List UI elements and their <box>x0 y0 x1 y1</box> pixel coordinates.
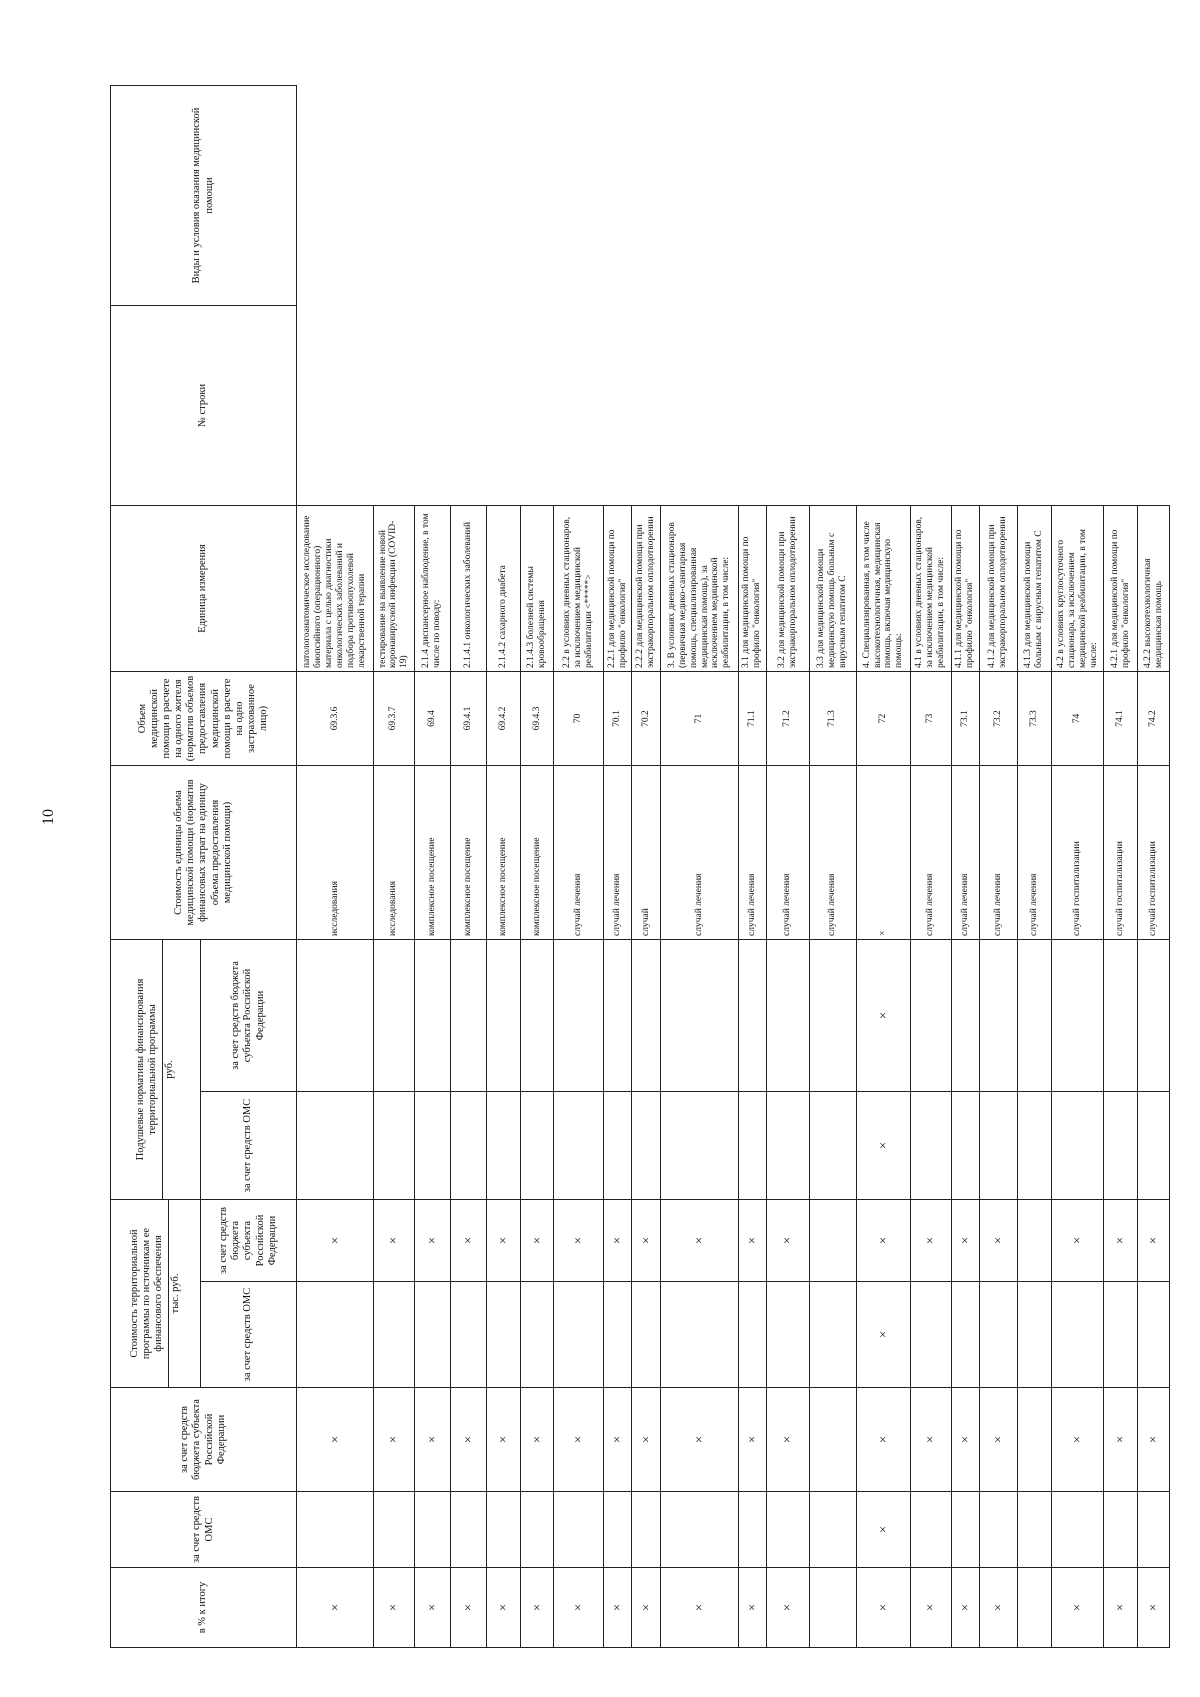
cell-percent: × <box>1138 1568 1170 1648</box>
cell-row-number: 69.3.6 <box>297 672 374 766</box>
cell-unit: × <box>856 766 910 940</box>
cell-capita-oms <box>374 1282 414 1388</box>
cell-cost-unit <box>632 1092 661 1200</box>
cell-capita-oms <box>486 1282 520 1388</box>
cell-percent: × <box>554 1568 604 1648</box>
cell-capita-oms <box>1138 1282 1170 1388</box>
cell-kind: 2.1.4.2 сахарного диабета <box>486 506 520 672</box>
cell-capita-oms <box>604 1282 632 1388</box>
per-capita-unit: руб. <box>162 940 176 1199</box>
per-capita-group-title: Подушевые нормативы финансирования территориальной программы <box>134 978 158 1161</box>
cell-capita-budget: × <box>632 1200 661 1282</box>
cell-program-budget: × <box>520 1388 554 1492</box>
table-row <box>951 86 979 1648</box>
cell-unit: комплексное посещение <box>450 766 486 940</box>
cell-cost-unit <box>1138 1092 1170 1200</box>
cell-kind: 4.2 в условиях круглосуточного стационара, за исключением медицинской реабилитации, в том числе: <box>1051 506 1104 672</box>
cell-capita-oms <box>1017 1282 1051 1388</box>
header-row-number: № строки <box>111 306 297 506</box>
cell-program-oms: × <box>856 1492 910 1568</box>
cell-capita-budget: × <box>520 1200 554 1282</box>
cell-volume <box>809 940 856 1092</box>
cell-percent: × <box>766 1568 809 1648</box>
cell-cost-unit <box>951 1092 979 1200</box>
cell-volume <box>520 940 554 1092</box>
cell-program-oms <box>951 1492 979 1568</box>
cell-volume <box>450 940 486 1092</box>
cell-program-budget: × <box>604 1388 632 1492</box>
table-row <box>661 86 738 1648</box>
cell-percent: × <box>951 1568 979 1648</box>
cell-capita-oms <box>520 1282 554 1388</box>
cell-capita-budget: × <box>414 1200 450 1282</box>
header-kind: Виды и условия оказания медицинской помощи <box>111 86 297 306</box>
table-row <box>856 86 910 1648</box>
cell-capita-budget: × <box>979 1200 1017 1282</box>
cell-cost-unit <box>738 1092 766 1200</box>
header-cost-budget: за счет средств бюджета субъекта Российской Федерации <box>111 1388 297 1492</box>
cell-unit: случай лечения <box>809 766 856 940</box>
cell-kind: 4.2.1 для медицинской помощи по профилю "онкология" <box>1104 506 1138 672</box>
cell-percent: × <box>738 1568 766 1648</box>
cell-percent: × <box>1051 1568 1104 1648</box>
cell-program-oms <box>604 1492 632 1568</box>
cell-volume <box>951 940 979 1092</box>
cell-capita-oms <box>554 1282 604 1388</box>
cell-cost-unit: × <box>856 1092 910 1200</box>
cell-capita-budget: × <box>604 1200 632 1282</box>
cell-program-budget: × <box>1138 1388 1170 1492</box>
cell-capita-budget: × <box>738 1200 766 1282</box>
cell-volume <box>766 940 809 1092</box>
header-program-budget: за счет средств бюджета субъекта Российской Федерации <box>201 1200 297 1282</box>
cell-kind: 2.1.4 диспансерное наблюдение, в том числе по поводу: <box>414 506 450 672</box>
cell-percent: × <box>414 1568 450 1648</box>
cell-kind: 3.2 для медицинской помощи при экстракорпоральном оплодотворении <box>766 506 809 672</box>
cell-capita-oms <box>414 1282 450 1388</box>
cell-capita-budget <box>809 1200 856 1282</box>
table-row <box>520 86 554 1648</box>
cell-row-number: 69.4.1 <box>450 672 486 766</box>
cell-volume <box>1104 940 1138 1092</box>
cell-capita-budget: × <box>766 1200 809 1282</box>
cell-program-oms <box>1051 1492 1104 1568</box>
cell-capita-oms <box>1051 1282 1104 1388</box>
cell-kind: 4.1 в условиях дневных стационаров, за исключением медицинской реабилитации, в том числе: <box>910 506 951 672</box>
cell-row-number: 72 <box>856 672 910 766</box>
cell-program-oms <box>632 1492 661 1568</box>
cell-unit: случай лечения <box>979 766 1017 940</box>
table-row <box>1138 86 1170 1648</box>
cell-capita-budget: × <box>661 1200 738 1282</box>
cell-row-number: 69.4.2 <box>486 672 520 766</box>
cell-volume <box>661 940 738 1092</box>
cell-volume <box>374 940 414 1092</box>
cell-capita-oms <box>661 1282 738 1388</box>
cell-program-budget: × <box>766 1388 809 1492</box>
cell-unit: случай лечения <box>554 766 604 940</box>
cell-cost-unit <box>910 1092 951 1200</box>
cell-cost-unit <box>1017 1092 1051 1200</box>
cell-capita-budget: × <box>554 1200 604 1282</box>
cell-program-budget: × <box>374 1388 414 1492</box>
cell-row-number: 70.1 <box>604 672 632 766</box>
cell-unit: случай лечения <box>604 766 632 940</box>
cell-volume <box>554 940 604 1092</box>
cell-capita-oms <box>766 1282 809 1388</box>
table-row <box>1017 86 1051 1648</box>
cell-unit: случай лечения <box>661 766 738 940</box>
cell-unit: комплексное посещение <box>520 766 554 940</box>
cell-unit: комплексное посещение <box>486 766 520 940</box>
cell-capita-oms <box>951 1282 979 1388</box>
cell-capita-oms <box>910 1282 951 1388</box>
table-row <box>1104 86 1138 1648</box>
cell-row-number: 69.4.3 <box>520 672 554 766</box>
cell-percent <box>809 1568 856 1648</box>
cell-percent: × <box>604 1568 632 1648</box>
cell-percent: × <box>910 1568 951 1648</box>
cell-program-oms <box>766 1492 809 1568</box>
cell-volume <box>738 940 766 1092</box>
cell-kind: 4.2.2 высокотехнологичная медицинская помощь <box>1138 506 1170 672</box>
cell-volume <box>1051 940 1104 1092</box>
cell-program-budget: × <box>856 1388 910 1492</box>
cell-capita-budget: × <box>1104 1200 1138 1282</box>
cell-capita-oms: × <box>856 1282 910 1388</box>
program-cost-group-title: Стоимость территориальной программы по источникам ее финансового обеспечения <box>128 1227 164 1360</box>
cell-kind: 3. В условиях дневных стационаров (первичная медико-санитарная помощь, специализированная медицинская помощь), за исключением медицинской реабилитации, в том числе: <box>661 506 738 672</box>
cell-cost-unit <box>1051 1092 1104 1200</box>
table-row <box>486 86 520 1648</box>
cell-cost-unit <box>661 1092 738 1200</box>
table-row <box>910 86 951 1648</box>
cell-kind: тестирование на выявление новой коронавирусной инфекции (COVID-19) <box>374 506 414 672</box>
header-percent: в % к итогу <box>111 1568 297 1648</box>
cell-volume <box>979 940 1017 1092</box>
table-body <box>297 86 1170 1648</box>
cell-capita-budget: × <box>910 1200 951 1282</box>
table-row <box>450 86 486 1648</box>
cell-program-oms <box>374 1492 414 1568</box>
cell-program-oms <box>661 1492 738 1568</box>
cell-unit: исследования <box>297 766 374 940</box>
cell-kind: 2.2.2 для медицинской помощи при экстракорпоральном оплодотворении <box>632 506 661 672</box>
cell-cost-unit <box>450 1092 486 1200</box>
cell-program-budget: × <box>661 1388 738 1492</box>
cell-unit: исследования <box>374 766 414 940</box>
header-volume: Объем медицинской помощи в расчете на одного жителя (норматив объемов предоставления медицинской помощи в расчете на одно застрахованное лицо) <box>111 672 297 766</box>
cell-capita-oms <box>297 1282 374 1388</box>
cell-cost-unit <box>809 1092 856 1200</box>
cell-capita-budget <box>1017 1200 1051 1282</box>
header-per-capita-group <box>111 940 201 1200</box>
table-area <box>110 86 1170 1648</box>
cell-row-number: 69.4 <box>414 672 450 766</box>
cell-capita-oms <box>450 1282 486 1388</box>
cell-percent: × <box>632 1568 661 1648</box>
table-row <box>604 86 632 1648</box>
cell-percent: × <box>1104 1568 1138 1648</box>
cell-capita-budget: × <box>374 1200 414 1282</box>
cell-unit: случай госпитализации <box>1051 766 1104 940</box>
cell-capita-budget: × <box>1138 1200 1170 1282</box>
cell-program-oms <box>414 1492 450 1568</box>
cell-row-number: 74 <box>1051 672 1104 766</box>
cell-row-number: 74.1 <box>1104 672 1138 766</box>
cell-volume <box>486 940 520 1092</box>
cell-program-budget: × <box>632 1388 661 1492</box>
cell-cost-unit <box>604 1092 632 1200</box>
table-row <box>1051 86 1104 1648</box>
cell-row-number: 71.2 <box>766 672 809 766</box>
table-row <box>766 86 809 1648</box>
cell-capita-oms <box>738 1282 766 1388</box>
cell-capita-budget: × <box>1051 1200 1104 1282</box>
cell-volume: × <box>856 940 910 1092</box>
header-cost-oms: за счет средств ОМС <box>111 1492 297 1568</box>
cell-cost-unit <box>979 1092 1017 1200</box>
cell-capita-budget: × <box>486 1200 520 1282</box>
table-row <box>809 86 856 1648</box>
cell-unit: случай лечения <box>1017 766 1051 940</box>
cell-percent: × <box>450 1568 486 1648</box>
cell-program-oms <box>297 1492 374 1568</box>
cell-volume <box>1017 940 1051 1092</box>
cell-row-number: 71.3 <box>809 672 856 766</box>
cell-unit: случай лечения <box>766 766 809 940</box>
cell-unit: случай госпитализации <box>1138 766 1170 940</box>
cell-program-oms <box>520 1492 554 1568</box>
cell-cost-unit <box>1104 1092 1138 1200</box>
cell-cost-unit <box>374 1092 414 1200</box>
cell-program-oms <box>809 1492 856 1568</box>
cell-capita-oms <box>809 1282 856 1388</box>
table-row <box>374 86 414 1648</box>
cell-kind: 3.1 для медицинской помощи по профилю "онкология" <box>738 506 766 672</box>
cell-volume <box>632 940 661 1092</box>
cell-row-number: 69.3.7 <box>374 672 414 766</box>
cell-percent: × <box>661 1568 738 1648</box>
cell-volume <box>297 940 374 1092</box>
cell-program-budget: × <box>1104 1388 1138 1492</box>
cell-row-number: 70 <box>554 672 604 766</box>
cell-kind: 4.1.3 для медицинской помощи больным с вирусным гепатитом С <box>1017 506 1051 672</box>
header-program-oms: за счет средств ОМС <box>201 1282 297 1388</box>
table-row <box>297 86 374 1648</box>
cell-cost-unit <box>520 1092 554 1200</box>
header-cost-unit: Стоимость единицы объема медицинской помощи (норматив финансовых затрат на единицу объема предоставления медицинской помощи) <box>111 766 297 940</box>
cell-unit: случай лечения <box>951 766 979 940</box>
table-row <box>979 86 1017 1648</box>
cell-program-oms <box>554 1492 604 1568</box>
cell-volume <box>1138 940 1170 1092</box>
cell-program-budget: × <box>738 1388 766 1492</box>
cell-program-budget: × <box>554 1388 604 1492</box>
cell-program-budget: × <box>1051 1388 1104 1492</box>
cell-unit: комплексное посещение <box>414 766 450 940</box>
header-capita-oms: за счет средств ОМС <box>201 1092 297 1200</box>
cell-program-oms <box>979 1492 1017 1568</box>
table-row <box>414 86 450 1648</box>
cell-program-budget: × <box>951 1388 979 1492</box>
cell-program-budget <box>809 1388 856 1492</box>
cell-unit: случай <box>632 766 661 940</box>
cell-volume <box>604 940 632 1092</box>
table-row <box>554 86 604 1648</box>
cell-unit: случай лечения <box>910 766 951 940</box>
cell-program-oms <box>1017 1492 1051 1568</box>
cell-kind: 4.1.1 для медицинской помощи по профилю "онкология" <box>951 506 979 672</box>
cell-row-number: 73.1 <box>951 672 979 766</box>
cell-program-budget <box>1017 1388 1051 1492</box>
cell-row-number: 71 <box>661 672 738 766</box>
cell-program-budget: × <box>910 1388 951 1492</box>
cell-percent <box>1017 1568 1051 1648</box>
cell-kind: 4.1.2 для медицинской помощи при экстракорпоральном оплодотворении <box>979 506 1017 672</box>
cell-capita-oms <box>632 1282 661 1388</box>
cell-kind: 2.1.4.1 онкологических заболеваний <box>450 506 486 672</box>
cell-row-number: 73 <box>910 672 951 766</box>
cell-program-oms <box>910 1492 951 1568</box>
cell-kind: 3.3 для медицинской помощи медицинскую помощь больным с вирусным гепатитом С <box>809 506 856 672</box>
cell-program-oms <box>1138 1492 1170 1568</box>
cell-row-number: 73.2 <box>979 672 1017 766</box>
cell-kind: 2.2 в условиях дневных стационаров, за исключением медицинской реабилитации <*****> <box>554 506 604 672</box>
cell-kind: патологоанатомическое исследование биопсийного (операционного) материала с целью диагностики онкологических заболеваний и подбора противоопухолевой лекарственной терапии <box>297 506 374 672</box>
cell-capita-budget: × <box>856 1200 910 1282</box>
header-unit: Единица измерения <box>111 506 297 672</box>
cell-unit: случай госпитализации <box>1104 766 1138 940</box>
cell-row-number: 73.3 <box>1017 672 1051 766</box>
cell-percent: × <box>979 1568 1017 1648</box>
cell-kind: 4. Специализированная, в том числе высокотехнологичная, медицинская помощь, включая медицинскую помощь: <box>856 506 910 672</box>
page-number: 10 <box>40 809 57 825</box>
cell-program-budget: × <box>414 1388 450 1492</box>
cell-cost-unit <box>297 1092 374 1200</box>
cell-program-oms <box>450 1492 486 1568</box>
cell-cost-unit <box>766 1092 809 1200</box>
cell-capita-oms <box>979 1282 1017 1388</box>
cell-capita-budget: × <box>297 1200 374 1282</box>
cell-percent: × <box>374 1568 414 1648</box>
cell-percent: × <box>520 1568 554 1648</box>
cell-program-oms <box>738 1492 766 1568</box>
cell-program-budget: × <box>979 1388 1017 1492</box>
cell-program-oms <box>486 1492 520 1568</box>
cell-unit: случай лечения <box>738 766 766 940</box>
cell-capita-budget: × <box>450 1200 486 1282</box>
cell-kind: 2.1.4.3 болезней системы кровообращения <box>520 506 554 672</box>
cell-kind: 2.2.1 для медицинской помощи по профилю "онкология" <box>604 506 632 672</box>
cell-row-number: 71.1 <box>738 672 766 766</box>
program-cost-unit: тыс. руб. <box>168 1200 182 1387</box>
cell-cost-unit <box>414 1092 450 1200</box>
header-program-cost-group <box>111 1200 201 1388</box>
cell-percent: × <box>297 1568 374 1648</box>
cell-program-budget: × <box>297 1388 374 1492</box>
cell-program-budget: × <box>486 1388 520 1492</box>
cell-program-budget: × <box>450 1388 486 1492</box>
cell-cost-unit <box>554 1092 604 1200</box>
cell-row-number: 74.2 <box>1138 672 1170 766</box>
cell-cost-unit <box>486 1092 520 1200</box>
cell-percent: × <box>856 1568 910 1648</box>
cell-percent: × <box>486 1568 520 1648</box>
cell-volume <box>414 940 450 1092</box>
table-row <box>738 86 766 1648</box>
cell-capita-oms <box>1104 1282 1138 1388</box>
cell-volume <box>910 940 951 1092</box>
cell-program-oms <box>1104 1492 1138 1568</box>
cell-capita-budget: × <box>951 1200 979 1282</box>
header-capita-budget: за счет средств бюджета субъекта Российской Федерации <box>201 940 297 1092</box>
cell-row-number: 70.2 <box>632 672 661 766</box>
financing-table <box>110 85 1170 1648</box>
table-row <box>632 86 661 1648</box>
